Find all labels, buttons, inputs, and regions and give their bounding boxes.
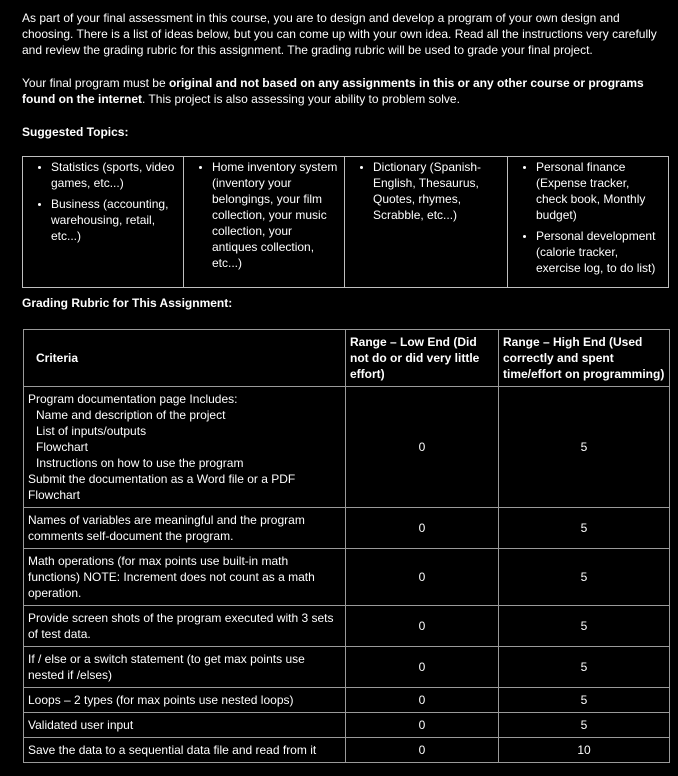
topic-item: • Statistics (sports, video games, etc...) (51, 159, 179, 191)
topic-item: • Home inventory system (inventory your belongings, your film collection, your music collection, your antiques collection, etc...) (212, 159, 340, 271)
doc-item: List of inputs/outputs (36, 424, 147, 438)
criteria-cell: If / else or a switch statement (to get max points use nested if /elses) (24, 647, 346, 688)
topic-item: • Personal development (calorie tracker, exercise log, to do list) (536, 228, 664, 276)
topics-table (22, 156, 669, 288)
high-end-header: Range – High End (Used correctly and spent time/effort on programming) (499, 330, 670, 387)
high-score-cell: 5 (499, 549, 670, 606)
table-row (24, 738, 670, 763)
originality-text-start: Your final program must be (22, 76, 169, 90)
low-score-cell: 0 (346, 387, 499, 508)
originality-text-bold: original and not based on any assignments in this or any other course or programs found on the internet (22, 76, 644, 106)
low-score-cell: 0 (346, 508, 499, 549)
low-end-header: Range – Low End (Did not do or did very little effort) (346, 330, 499, 387)
table-row (24, 713, 670, 738)
criteria-cell: Validated user input (24, 713, 346, 738)
criteria-cell: Names of variables are meaningful and the program comments self-document the program. (24, 508, 346, 549)
low-score-cell: 0 (346, 606, 499, 647)
topics-cell (184, 157, 345, 288)
rubric-header-row (24, 330, 670, 387)
high-score-cell: 5 (499, 508, 670, 549)
low-score-cell: 0 (346, 647, 499, 688)
topics-cell (508, 157, 669, 288)
high-score-cell: 5 (499, 606, 670, 647)
topic-item: • Dictionary (Spanish-English, Thesaurus, Quotes, rhymes, Scrabble, etc...) (373, 159, 503, 223)
topics-row (23, 157, 669, 288)
low-score-cell: 0 (346, 688, 499, 713)
criteria-cell: Save the data to a sequential data file and read from it (24, 738, 346, 763)
criteria-cell: Math operations (for max points use built-in math functions) NOTE: Increment does not count as a math operation. (24, 549, 346, 606)
high-score-cell: 5 (499, 713, 670, 738)
originality-text-end: . This project is also assessing your ability to problem solve. (141, 92, 460, 106)
doc-title: Program documentation page Includes: (28, 392, 238, 406)
table-row (24, 508, 670, 549)
low-score-cell: 0 (346, 738, 499, 763)
topic-item: • Business (accounting, warehousing, retail, etc...) (51, 196, 179, 244)
criteria-cell: Provide screen shots of the program executed with 3 sets of test data. (24, 606, 346, 647)
low-score-cell: 0 (346, 713, 499, 738)
criteria-cell (24, 387, 346, 508)
doc-item: Instructions on how to use the program (36, 456, 244, 470)
topics-cell (345, 157, 508, 288)
doc-footer: Submit the documentation as a Word file or a PDF Flowchart (28, 472, 296, 502)
table-row (24, 606, 670, 647)
high-score-cell: 5 (499, 387, 670, 508)
doc-item: Flowchart (36, 440, 89, 454)
suggested-topics-heading: Suggested Topics: (22, 125, 129, 139)
table-row (24, 647, 670, 688)
criteria-header: Criteria (24, 330, 346, 387)
grading-rubric-heading: Grading Rubric for This Assignment: (22, 296, 233, 310)
high-score-cell: 5 (499, 688, 670, 713)
topic-item: • Personal finance (Expense tracker, check book, Monthly budget) (536, 159, 664, 223)
table-row (24, 387, 670, 508)
rubric-table (23, 329, 670, 763)
table-row (24, 688, 670, 713)
intro-paragraph: As part of your final assessment in this course, you are to design and develop a program of your own design and choosing. There is a list of ideas below, but you can come up with your own idea. Read all the instructions very carefully and review the grading rubric for this assignment. The grading rubric will be used to grade your final project. (22, 11, 657, 57)
low-score-cell: 0 (346, 549, 499, 606)
high-score-cell: 10 (499, 738, 670, 763)
high-score-cell: 5 (499, 647, 670, 688)
criteria-cell: Loops – 2 types (for max points use nested loops) (24, 688, 346, 713)
doc-item: Name and description of the project (36, 408, 226, 422)
originality-paragraph (22, 75, 666, 107)
topics-cell (23, 157, 184, 288)
table-row (24, 549, 670, 606)
